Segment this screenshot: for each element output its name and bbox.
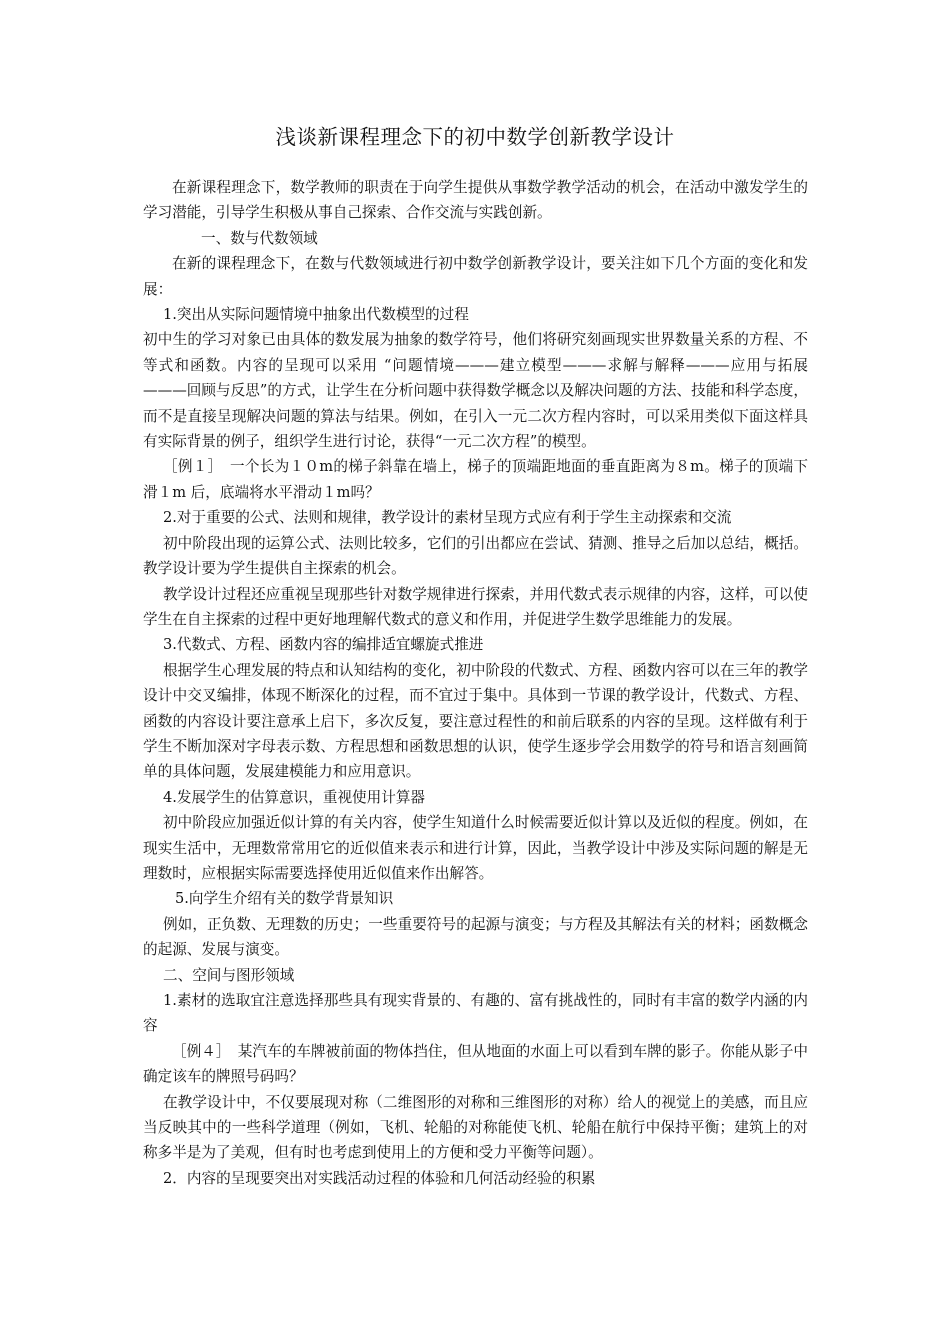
page-title: 浅谈新课程理念下的初中数学创新教学设计 <box>275 125 675 149</box>
example-paragraph: ［例４］ 某汽车的车牌被前面的物体挡住，但从地面的水面上可以看到车牌的影子。你能从影子中确定该车的牌照号码吗？ <box>143 1042 808 1086</box>
paragraph: 例如，正负数、无理数的历史；一些重要符号的起源与演变；与方程及其解法有关的材料；函数概念的起源、发展与演变。 <box>143 915 808 959</box>
section-heading: 一、数与代数领域 <box>201 229 318 247</box>
paragraph: 在新课程理念下，数学教师的职责在于向学生提供从事数学教学活动的机会，在活动中激发学生的学习潜能，引导学生积极从事自己探索、合作交流与实践创新。 <box>143 179 808 222</box>
paragraph: 根据学生心理发展的特点和认知结构的变化，初中阶段的代数式、方程、函数内容可以在三年的教学设计中交叉编排，体现不断深化的过程，而不宜过于集中。具体到一节课的教学设计，代数式、方程、函数的内容设计要注意承上启下，多次反复，要注意过程性的和前后联系的内容的呈现。这样做有利于学生不断加深对字母表示数、方程思想和函数思想的认识，使学生逐步学会用数学的符号和语言刻画简单的具体问题，发展建模能力和应用意识。 <box>143 661 808 781</box>
subsection-heading: 3.代数式、方程、函数内容的编排适宜螺旋式推进 <box>163 636 484 654</box>
paragraph: 初中阶段应加强近似计算的有关内容，使学生知道什么时候需要近似计算以及近似的程度。例如，在现实生活中，无理数常常用它的近似值来表示和进行计算，因此，当教学设计中涉及实际问题的解是无理数时，应根据实际需要选择使用近似值来作出解答。 <box>143 814 808 882</box>
subsection-heading: 5.向学生介绍有关的数学背景知识 <box>175 890 394 908</box>
subsection-heading: 2．内容的呈现要突出对实践活动过程的体验和几何活动经验的积累 <box>163 1169 596 1187</box>
subsection-heading: 1.突出从实际问题情境中抽象出代数模型的过程 <box>163 306 469 324</box>
paragraph: 初中阶段出现的运算公式、法则比较多，它们的引出都应在尝试、猜测、推导之后加以总结，概括。教学设计要为学生提供自主探索的机会。 <box>143 534 808 578</box>
paragraph: 在教学设计中，不仅要展现对称（二维图形的对称和三维图形的对称）给人的视觉上的美感，而且应当反映其中的一些科学道理（例如，飞机、轮船的对称能使飞机、轮船在航行中保持平衡；建筑上的对称多半是为了美观，但有时也考虑到使用上的方便和受力平衡等问题）。 <box>143 1093 808 1162</box>
example-paragraph: ［例１］ 一个长为１０m的梯子斜靠在墙上，梯子的顶端距地面的垂直距离为８m。梯子的顶端下滑１m 后，底端将水平滑动１m吗？ <box>143 458 808 501</box>
section-heading: 二、空间与图形领域 <box>163 966 295 984</box>
paragraph: 教学设计过程还应重视呈现那些针对数学规律进行探索，并用代数式表示规律的内容，这样，可以使学生在自主探索的过程中更好地理解代数式的意义和作用，并促进学生数学思维能力的发展。 <box>143 585 808 628</box>
subsection-heading: 1.素材的选取宜注意选择那些具有现实背景的、有趣的、富有挑战性的，同时有丰富的数学内涵的内容 <box>143 992 808 1035</box>
document-body <box>143 175 808 1191</box>
subsection-heading: 4.发展学生的估算意识，重视使用计算器 <box>163 788 426 806</box>
paragraph: 在新的课程理念下，在数与代数领域进行初中数学创新教学设计，要关注如下几个方面的变化和发展： <box>143 255 808 298</box>
subsection-heading: 2.对于重要的公式、法则和规律，教学设计的素材呈现方式应有利于学生主动探索和交流 <box>163 509 732 527</box>
paragraph: 初中生的学习对象已由具体的数发展为抽象的数学符号，他们将研究刻画现实世界数量关系的方程、不等式和函数。内容的呈现可以采用 “问题情境———建立模型———求解与解释———应用与拓展———回顾与反思”的方式，让学生在分析问题中获得数学概念以及解决问题的方法、技能和科学态度，而不是直接呈现解决问题的算法与结果。例如，在引入一元二次方程内容时，可以采用类似下面这样具有实际背景的例子，组织学生进行讨论，获得“一元二次方程”的模型。 <box>143 331 808 451</box>
